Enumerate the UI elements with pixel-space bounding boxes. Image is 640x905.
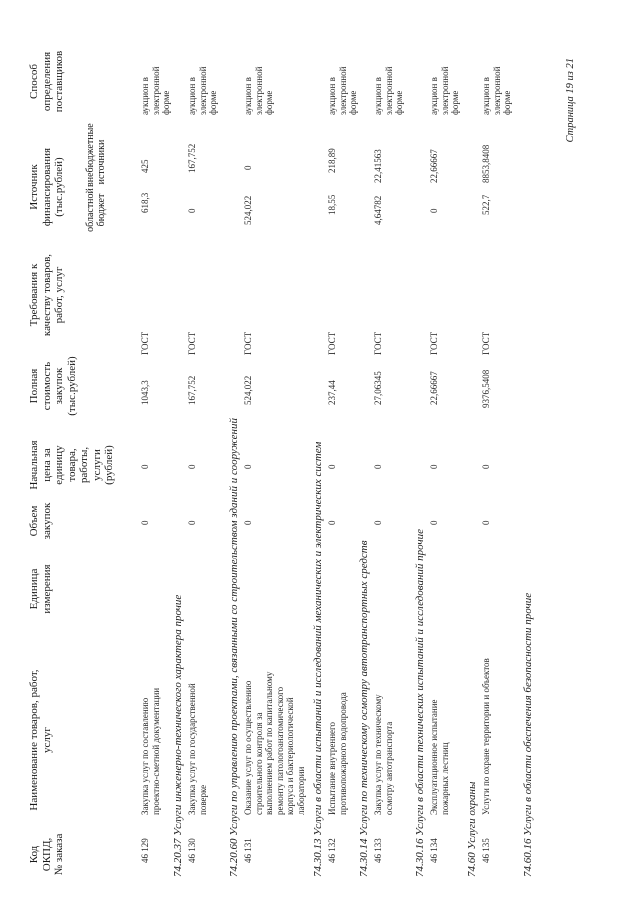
row-budget: 618,3 [140,192,150,213]
row-number: 46 134 [429,838,439,863]
row-budget: 522,7 [481,194,491,215]
row-extra: 8853,8408 [481,144,491,183]
row-volume: 0 [373,520,383,525]
row-volume: 0 [243,520,253,525]
header-source: Источник финансирования (тыс.рублей) [28,147,65,227]
row-method: аукцион в электронной форме [327,66,358,115]
row-req: ГОСТ [327,331,337,355]
header-req: Требования к качеству товаров, работ, услуг [28,253,65,337]
row-extra: 22,41563 [373,149,383,183]
row-budget: 0 [187,208,197,213]
row-total: 167,752 [187,375,197,405]
row-price: 0 [429,464,439,469]
row-req: ГОСТ [481,331,491,355]
row-req: ГОСТ [373,331,383,355]
row-name: Эксплуатационное испытание пожарных лестниц [429,699,450,815]
row-number: 46 129 [140,838,150,863]
row-volume: 0 [327,520,337,525]
header-total: Полная стоимость закупок (тыс.рублей) [28,356,78,416]
section-heading: 74.30.13 Услуги в области испытаний и исследований механических и электрических систем [312,441,324,877]
row-total: 9376,5408 [481,369,491,408]
header-price: Начальная цена за единицу товара, работы, услуги (рублей) [28,440,115,490]
row-budget: 524,022 [243,195,253,225]
row-budget: 4,64782 [373,195,383,225]
row-extra: 0 [243,165,253,170]
section-heading: 74.20.60 Услуги по управлению проектами, связанными со строительством зданий и сооружений [228,418,240,877]
header-name: Наименование товаров, работ, услуг [28,669,53,811]
row-number: 46 135 [481,838,491,863]
row-number: 46 131 [243,838,253,863]
row-name: Испытание внутреннего противопожарного водопровода [327,692,348,815]
row-price: 0 [327,464,337,469]
row-name: Услуги по охране территории и объектов [481,658,491,815]
row-extra: 425 [140,159,150,173]
row-price: 0 [187,464,197,469]
row-budget: 0 [429,208,439,213]
row-method: аукцион в электронной форме [481,66,512,115]
header-unit: Единица измерения [28,564,53,614]
header-kod: Код ОКПД, № заказа [28,833,65,876]
row-req: ГОСТ [140,331,150,355]
row-price: 0 [140,464,150,469]
section-heading: 74.30.16 Услуги в области технических испытаний и исследований прочие [414,528,426,877]
row-method: аукцион в электронной форме [187,66,218,115]
row-name: Закупка услуг по государственной поверке [187,683,208,815]
row-method: аукцион в электронной форме [429,66,460,115]
row-total: 1043,3 [140,380,150,405]
row-extra: 218,89 [327,148,337,173]
header-method: Способ определения поставщиков [28,50,65,113]
row-price: 0 [373,464,383,469]
header-volume: Объем закупок [28,502,53,540]
row-number: 46 133 [373,838,383,863]
page-footer: Страница 19 из 21 [565,58,576,143]
row-volume: 0 [481,520,491,525]
row-volume: 0 [187,520,197,525]
row-number: 46 132 [327,838,337,863]
row-volume: 0 [140,520,150,525]
section-heading: 74.20.37 Услуги инженерно-технического характера прочие [172,594,184,877]
row-price: 0 [243,464,253,469]
header-source-extra: внебюджетные источники [85,123,107,187]
row-budget: 18,55 [327,194,337,215]
section-heading: 74.30.14 Услуги по техническому осмотру автотранспортных средств [358,540,370,877]
row-name: Закупка услуг по техническому осмотру автотранспорта [373,694,394,815]
row-name: Оказание услуг по осуществлению строительного контроля за выполнением работ по капитальному ремонту патологоанатомического корпуса и бактериологической лаборатории [243,671,306,815]
row-method: аукцион в электронной форме [373,66,404,115]
row-method: аукцион в электронной форме [243,66,274,115]
section-heading: 74.60 Услуги охраны [466,781,478,877]
row-req: ГОСТ [429,331,439,355]
row-price: 0 [481,464,491,469]
row-extra: 167,752 [187,143,197,173]
row-total: 27,06345 [373,371,383,405]
row-number: 46 130 [187,838,197,863]
row-volume: 0 [429,520,439,525]
row-method: аукцион в электронной форме [140,66,171,115]
row-total: 22,66667 [429,371,439,405]
row-total: 524,022 [243,375,253,405]
row-total: 237,44 [327,380,337,405]
row-name: Закупка услуг по составлению проектно-сметной документации [140,687,161,815]
section-heading: 74.60.16 Услуги в области обеспечения безопасности прочие [522,592,534,877]
header-source-budget: областной бюджет [85,188,107,232]
row-req: ГОСТ [243,331,253,355]
row-extra: 22,66667 [429,149,439,183]
row-req: ГОСТ [187,331,197,355]
